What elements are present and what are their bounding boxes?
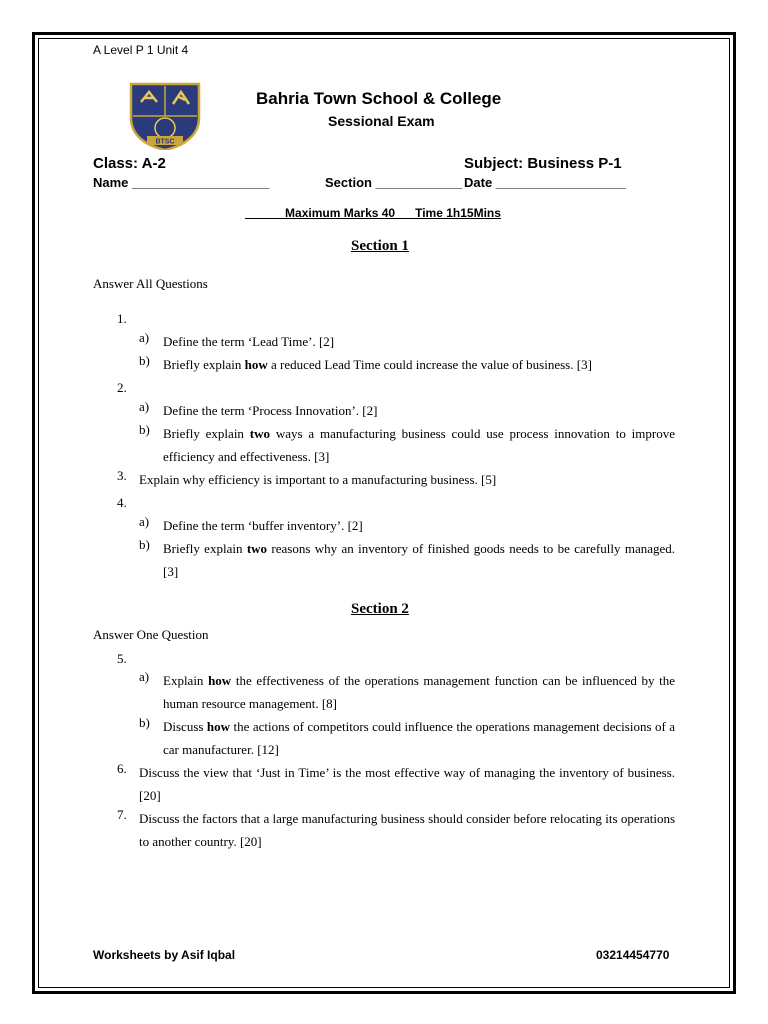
school-crest-logo [127,82,203,150]
question-4-number: 4. [117,495,127,510]
question-6-text: Discuss the view that ‘Just in Time’ is the most effective way of managing the inventory of business. [20] [139,765,675,803]
footer-phone: 03214454770 [596,948,670,962]
marks-time-line: ______Maximum Marks 40 Time 1h15Mins [245,206,501,220]
question-7-text: Discuss the factors that a large manufacturing business should consider before relocating its operations to another country. [20] [139,811,675,849]
question-3-number: 3. [117,468,127,483]
footer-author: Worksheets by Asif Iqbal [93,948,236,962]
question-5b-text: Discuss how the actions of competitors could influence the operations management decisions of a car manufacturer. [12] [163,719,675,757]
subject-label: Subject: Business P-1 [464,155,622,172]
section-2-instruction: Answer One Question [93,627,209,642]
question-5a-label: a) [139,669,150,684]
school-name: Bahria Town School & College [256,89,502,108]
question-2b-label: b) [139,422,150,437]
date-field: Date __________________ [464,175,626,190]
logo-text: BTSC [155,138,175,146]
question-1-number: 1. [117,311,127,326]
section-1-instruction: Answer All Questions [93,276,208,291]
question-4b-text: Briefly explain two reasons why an inventory of finished goods needs to be carefully managed. [3] [163,541,676,579]
question-2b-text: Briefly explain two ways a manufacturing business could use process innovation to improve efficiency and effectiveness. [3] [163,426,676,464]
question-5-number: 5. [117,651,127,666]
class-label: Class: A-2 [93,155,166,172]
section-field: Section ____________ [325,175,463,190]
section-1-title: Section 1 [351,238,409,254]
question-4a-text: Define the term ‘buffer inventory’. [2] [163,518,363,533]
question-4b-label: b) [139,537,150,552]
unit-label: A Level P 1 Unit 4 [93,43,189,57]
question-1a-text: Define the term ‘Lead Time’. [2] [163,334,335,349]
exam-type: Sessional Exam [328,113,435,129]
question-7-number: 7. [117,807,127,822]
question-1b-label: b) [139,353,150,368]
question-2a-text: Define the term ‘Process Innovation’. [2] [163,403,378,418]
question-2-number: 2. [117,380,127,395]
question-1a-label: a) [139,330,150,345]
question-4a-label: a) [139,514,150,529]
question-2a-label: a) [139,399,150,414]
name-field: Name ___________________ [93,175,270,190]
question-6-number: 6. [117,761,127,776]
question-5b-label: b) [139,715,150,730]
section-2-title: Section 2 [351,601,409,617]
question-5a-text: Explain how the effectiveness of the operations management function can be influenced by the human resource management. [8] [163,673,676,711]
question-3-text: Explain why efficiency is important to a manufacturing business. [5] [139,472,497,487]
question-1b-text: Briefly explain how a reduced Lead Time could increase the value of business. [3] [163,357,592,372]
